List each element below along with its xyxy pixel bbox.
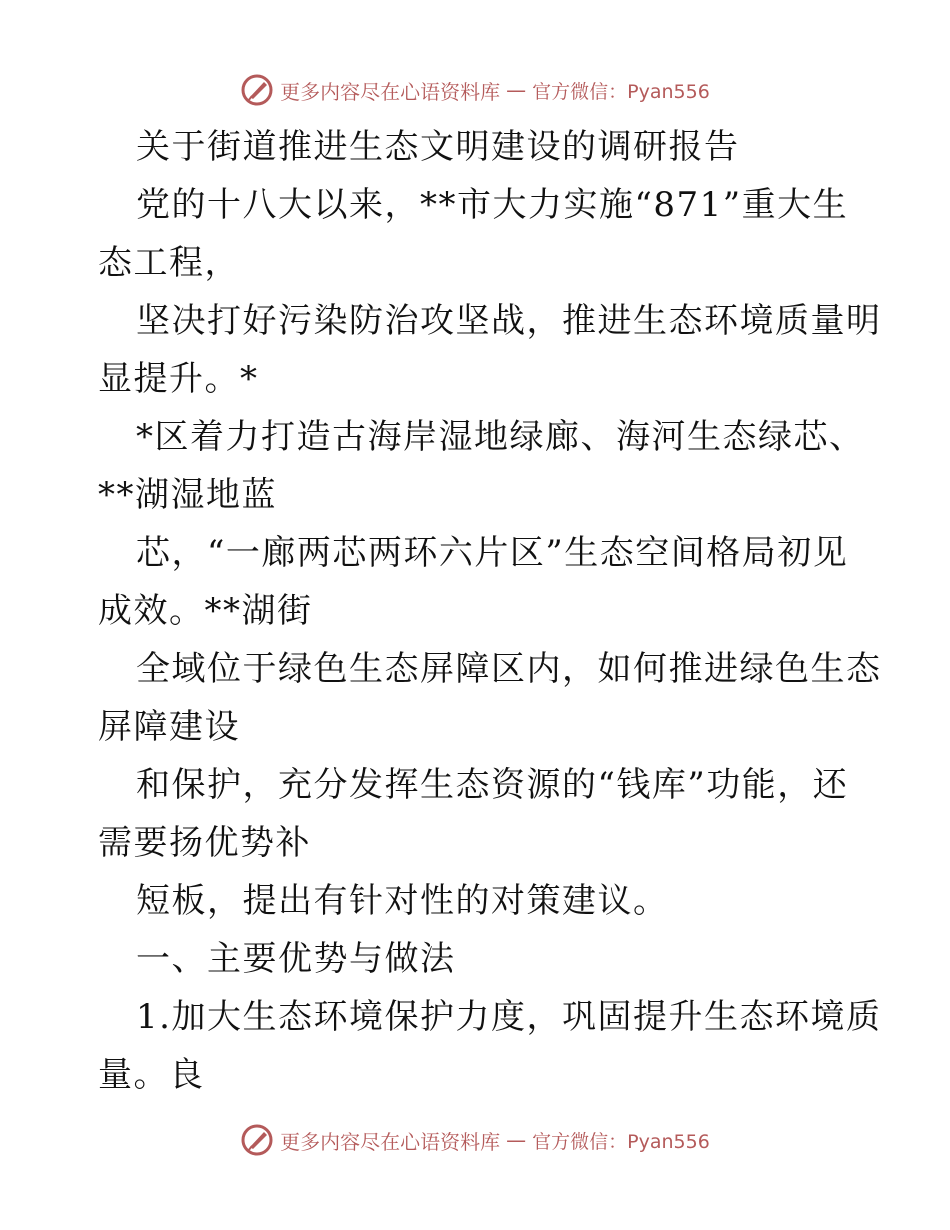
watermark-site-text: 更多内容尽在心语资料库 bbox=[280, 79, 501, 104]
document-line: 需要扬优势补 bbox=[98, 823, 311, 863]
document-line: 短板，提出有针对性的对策建议。 bbox=[136, 881, 669, 921]
document-line: 一、主要优势与做法 bbox=[136, 939, 456, 979]
document-line: 量。良 bbox=[98, 1055, 205, 1095]
document-line: 党的十八大以来，**市大力实施“871”重大生 bbox=[136, 185, 849, 225]
document-line: 屏障建设 bbox=[98, 707, 240, 747]
footer-watermark bbox=[0, 1120, 950, 1160]
watermark-site-text: 更多内容尽在心语资料库 bbox=[280, 1129, 501, 1154]
document-line: 和保护，充分发挥生态资源的“钱库”功能，还 bbox=[136, 765, 849, 805]
document-line: 全域位于绿色生态屏障区内，如何推进绿色生态 bbox=[136, 649, 882, 689]
watermark-separator: — bbox=[506, 78, 527, 102]
document-line: *区着力打造古海岸湿地绿廊、海河生态绿芯、 bbox=[136, 417, 865, 457]
document-line: 芯，“一廊两芯两环六片区”生态空间格局初见 bbox=[136, 533, 849, 573]
document-line: 显提升。* bbox=[98, 359, 259, 399]
watermark-wechat-text: 官方微信：Pyan556 bbox=[532, 1130, 710, 1153]
header-watermark bbox=[0, 70, 950, 110]
document-line: 态工程， bbox=[98, 243, 240, 283]
document-line: 关于街道推进生态文明建设的调研报告 bbox=[136, 127, 740, 167]
quill-logo-icon bbox=[240, 1123, 274, 1157]
document-body bbox=[98, 118, 882, 1104]
watermark-wechat-text: 官方微信：Pyan556 bbox=[532, 80, 710, 103]
document-line: 坚决打好污染防治攻坚战，推进生态环境质量明 bbox=[136, 301, 882, 341]
document-line: 成效。**湖街 bbox=[98, 591, 313, 631]
quill-logo-icon bbox=[240, 73, 274, 107]
document-line: **湖湿地蓝 bbox=[98, 475, 277, 515]
document-line: 1.加大生态环境保护力度，巩固提升生态环境质 bbox=[136, 997, 882, 1037]
watermark-separator: — bbox=[506, 1128, 527, 1152]
